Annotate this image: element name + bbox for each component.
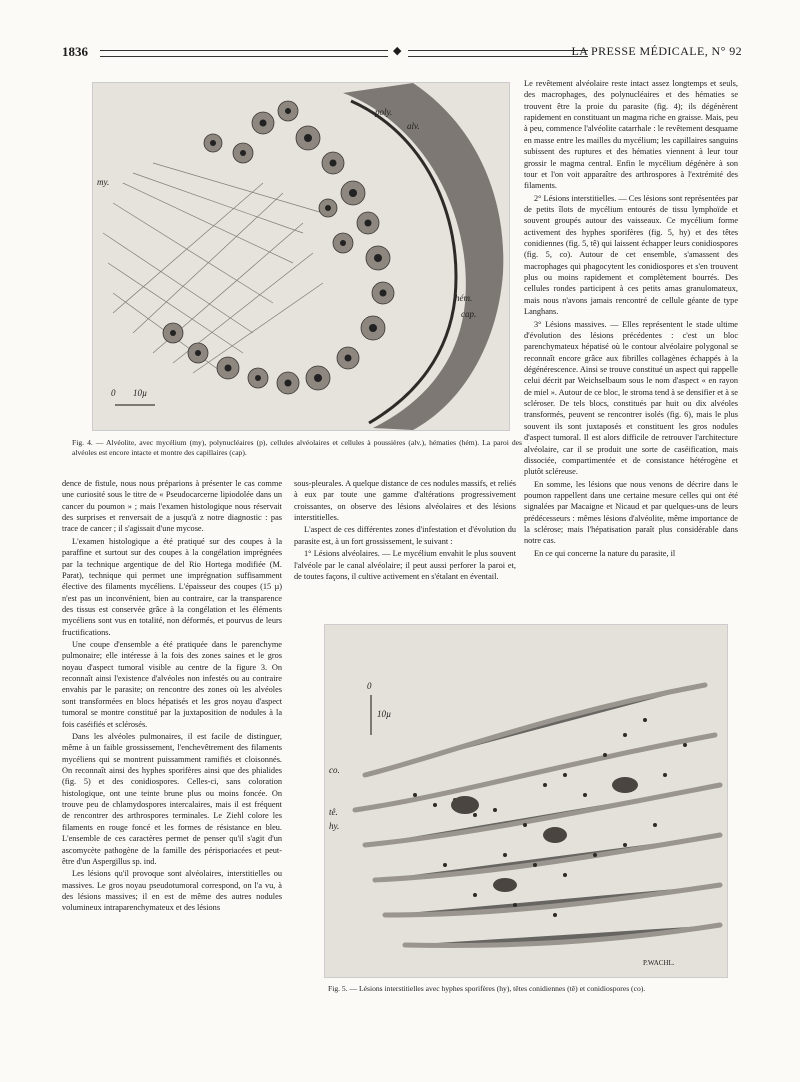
figure-4-caption: Fig. 4. — Alvéolite, avec mycélium (my), polynucléaires (p), cellules alvéolaires et cellules à poussières (alv.), hématies (hém). La paroi des alvéoles est encore intacte et montre des capillaires (cap). <box>72 438 522 458</box>
journal-title: LA PRESSE MÉDICALE, N° 92 <box>571 44 742 58</box>
figure-4-illustration <box>92 82 510 431</box>
fig5-label-hy: hy. <box>329 821 340 831</box>
fig5-label-te: tê. <box>329 807 338 817</box>
page-header <box>62 44 742 62</box>
figure-5-caption: Fig. 5. — Lésions interstitielles avec hyphes sporifères (hy), têtes conidiennes (tê) et conidiospores (co). <box>328 984 646 993</box>
fig5-scale-zero: 0 <box>367 681 372 691</box>
header-rule-left <box>100 50 388 57</box>
fig5-scale-unit: 10µ <box>377 709 392 719</box>
col3-paragraph: En somme, les lésions que nous venons de décrire dans le poumon rappellent dans une certaine mesure celles qui ont été signalées par Macaigne et Nicaud et par quelques-uns de leurs prédécesseurs : mêmes lésions d'alvéolite, même importance de la sclérose; mais l'hépatisation paraît plus considérable dans notre cas. <box>524 479 738 546</box>
fig5-signature: P.WACHL. <box>643 959 675 967</box>
fig4-label-cap: cap. <box>461 309 477 319</box>
col3-paragraph: En ce qui concerne la nature du parasite, il <box>534 548 676 558</box>
col2-paragraph: sous-pleurales. A quelque distance de ces nodules massifs, et reliés à eux par toute une gamme d'altérations progressivement croissantes, on observe des lésions alvéolaires et des lésions interstitielles. <box>294 479 516 523</box>
col3-paragraph: 3° Lésions massives. — Elles représentent le stade ultime d'évolution des lésions précédentes : c'est un bloc parenchymateux hépatisé où le contour alvéolaire polygonal se reconnaît encore grâce aux fibrilles collagènes échappés à la dégénérescence. Ainsi se trouve constitué un aspect qui rappelle celui décrit par Weichselbaum sous le nom d'aspect « en rayon de miel ». Autour de ce bloc, le stroma tend à se densifier et à se scléroser. De tels blocs, constitués par huit ou dix alvéoles transformés, peuvent se rencontrer isolés (fig. 6), mais le plus souvent ils sont juxtaposés et constituent les gros nodules d'aspect tumoral. Il est alors difficile de retrouver l'architecture alvéolaire, car il se produit une sorte de caséification, mais dissociée, compartimentée et de consistance hétérogène et plutôt scléreuse. <box>524 319 738 477</box>
col1-paragraph: dence de fistule, nous nous préparions à présenter le cas comme une curiosité sous le titre de « Pseudocarcerne lipiodolée dans un cancer du poumon » ; mais l'examen histologique nous réservait des surprises et renversait de a jusqu'à z notre diagnostic : pas trace de cancer ; il s'agissait d'une mycose. <box>62 479 282 534</box>
col1-paragraph: Une coupe d'ensemble a été pratiquée dans le parenchyme pulmonaire; elle intéresse à la fois des zones saines et le gros noyau d'aspect tumoral visible au centre de la figure 3. On reconnaît ainsi l'existence d'alvéoles non infestés ou au contraire envahis par le parasite; on rencontre des zones où les alvéoles sont transformées en blocs hépatisés et les gros noyau d'aspect tumoral se montre constitué par la juxtaposition de nodules à la fois caséifiés et sclérosés. <box>62 640 282 729</box>
fig4-label-alv: alv. <box>407 121 420 131</box>
fig4-scale-zero: 0 <box>111 388 116 398</box>
text-column-3 <box>524 78 738 560</box>
page-number: 1836 <box>62 44 88 59</box>
col2-paragraph: L'aspect de ces différentes zones d'infestation et d'évolution du parasite est, à un fort grossissement, le suivant : <box>294 525 516 546</box>
text-column-2 <box>294 478 516 583</box>
header-rule-right <box>408 50 588 57</box>
col3-paragraph: 2° Lésions interstitielles. — Ces lésions sont représentées par de petits îlots de mycélium entourés de tissu lymphoïde et souvent groupés autour des vaisseaux. Ce mycélium forme activement des hyphes sporifères (fig. 5, hy) et des têtes conidiennes (fig. 5, tê) qui laissent échapper leurs conidiospores (fig. 5, co). Autour de cet ensemble, s'amassent des macrophages qui phagocytent les conidiospores et s'en trouvent plus ou moins rapidement et complètement bourrés. Des cellules rondes participent à ces petits amas granulomateux, mais nous n'avons jamais rencontré de cellule géante de type Langhans. <box>524 193 739 317</box>
col1-paragraph: Dans les alvéoles pulmonaires, il est facile de distinguer, même à un faible grossissement, l'enchevêtrement des filaments mycéliens qui se montrent puissamment ramifiés et cloisonnés. On reconnaît ainsi des hyphes sporifères ainsi que des phialides (fig. 5) et des conidiospores. Celles-ci, sans coloration histologique, ont une teinte brune plus ou moins foncée. On trouve peu de chlamydospores intercalaires, mais il est fréquent de rencontrer des arthrospores terminales. Le Ziehl colore les filaments en rouge foncé et les formes de résistance en bleu. L'ensemble de ces caractères permet de penser qu'il s'agit d'un ascomycète pathogène de la famille des périsporiacées et peut-être d'un Aspergillus sp. ind. <box>62 731 282 866</box>
fig4-label-my: my. <box>97 177 110 187</box>
fig4-label-hem: hém. <box>455 293 473 303</box>
text-column-1 <box>62 478 282 915</box>
header-ornament: ◆ <box>393 45 402 57</box>
col1-paragraph: Les lésions qu'il provoque sont alvéolaires, interstitielles ou massives. Le gros noyau pseudotumoral correspond, on l'a vu, à des lésions massives; il en est de même des autres nodules volumineux intraparenchymateux et des lésions <box>62 869 282 913</box>
fig4-scale-unit: 10µ <box>133 388 148 398</box>
col3-paragraph: Le revêtement alvéolaire reste intact assez longtemps et seuls, des macrophages, des polynucléaires et des hématies se trouvent être la proie du parasite (fig. 4); ils dégénèrent rapidement en constituant un magma riche en graisse. Mais, peu à peu, commence l'alvéolite catarrhale : le revêtement desquame en masse entre les mailles du mycélium; les capillaires sanguins subissent des ruptures et des hématies viennent à leur tour grossir le magma central. Enfin le mycélium dégénère à son tour et l'on voit apparaître des arthrospores à l'extrémité des filaments. <box>524 79 738 191</box>
col1-paragraph: L'examen histologique a été pratiqué sur des coupes à la paraffine et surtout sur des coupes à la congélation imprégnées par la technique argentique de del Rio Hortega modifiée (M. Parat), technique qui permet une imprégnation suffisamment élective des filaments mycéliens. L'épaisseur des coupes (15 µ) n'est pas un inconvénient, bien au contraire, car la transparence des tissus est conservée grâce à la congélation et les éléments mycéliens sont vus en totalité, non déformés, et pourvus de leurs fructifications. <box>62 536 282 637</box>
fig5-label-co: co. <box>329 765 340 775</box>
figure-5-illustration <box>324 624 728 978</box>
fig4-label-poly: poly. <box>375 107 393 117</box>
col2-paragraph: 1° Lésions alvéolaires. — Le mycélium envahit le plus souvent l'alvéole par le canal alvéolaire; il peut aussi perforer la paroi et, de toutes façons, il cultive activement en s'étalant en éventail. <box>294 549 516 581</box>
